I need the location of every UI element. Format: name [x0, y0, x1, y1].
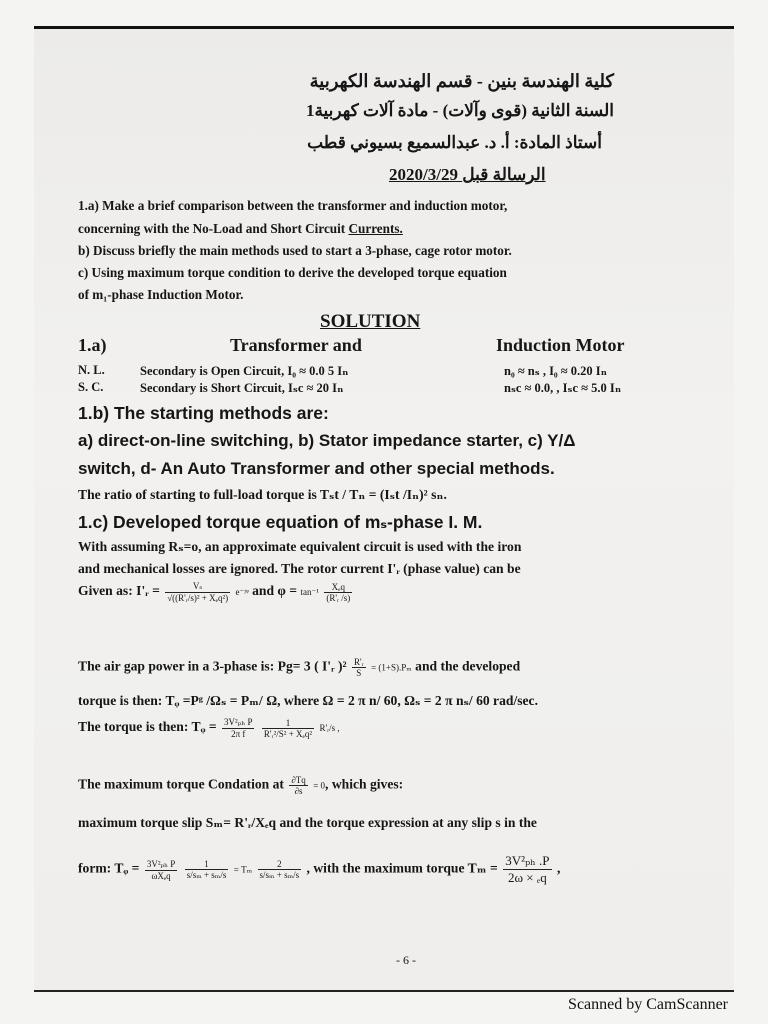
- torque-f1-denominator: 2π f: [231, 729, 246, 739]
- question-1c-line1: c) Using maximum torque condition to derive the developed torque equation: [78, 265, 507, 280]
- max-torque-slip-line: maximum torque slip Sₘ= R'ᵣ/Xₑq and the torque expression at any slip s in the: [78, 815, 537, 830]
- row-transformer-sc: Secondary is Short Circuit, Iₛc ≈ 20 Iₙ: [140, 381, 344, 395]
- form-fraction-1: [145, 859, 177, 881]
- rotor-current-equation: [78, 581, 354, 603]
- max-cond-numerator: ∂Tq: [291, 775, 306, 785]
- tm-fraction: [503, 853, 551, 886]
- part-b-ratio: The ratio of starting to full-load torque is Tₛt / Tₙ = (Iₛt /Iₙ)² sₙ.: [78, 487, 447, 502]
- part-b-heading: 1.b) The starting methods are:: [78, 403, 329, 423]
- torque-fraction-1: [222, 717, 254, 739]
- header-year-course: السنة الثانية (قوى وآلات) - مادة آلات كهربية1: [305, 101, 614, 120]
- scanner-footer: Scanned by CamScanner: [568, 996, 728, 1013]
- rotor-current-numerator: Vₛ: [165, 581, 230, 593]
- phi-label: and φ =: [252, 583, 298, 599]
- comparison-transformer-header: Transformer and: [230, 335, 362, 355]
- airgap-fraction: [352, 657, 366, 678]
- phi-tan: tan⁻¹: [300, 587, 319, 598]
- header-instructor: أستاذ المادة: أ. د. عبدالسميع بسيوني قطب: [307, 133, 602, 152]
- torque-f1-numerator: 3V²ₚₕ P: [224, 717, 253, 727]
- header-date-line: [389, 165, 546, 185]
- rotor-current-exponent: e⁻ʲᵠ: [235, 587, 249, 598]
- document-page: [34, 26, 734, 992]
- question-1b: b) Discuss briefly the main methods used to start a 3-phase, cage rotor motor.: [78, 243, 512, 258]
- max-torque-condition-line: [78, 775, 403, 796]
- part-c-para-line1: With assuming Rₛ=o, an approximate equivalent circuit is used with the iron: [78, 539, 522, 554]
- airgap-power-line: [78, 657, 520, 678]
- airgap-mid: = (1+S).Pₘ: [371, 662, 412, 673]
- max-cond-suffix: , which gives:: [325, 776, 404, 792]
- torque-definition-line: torque is then: Tᵩ =Pᵍ /Ωₛ = Pₘ/ Ω, where Ω = 2 π n/ 60, Ωₛ = 2 π nₛ/ 60 rad/sec.: [78, 693, 538, 708]
- form-f1-numerator: 3V²ₚₕ P: [146, 858, 176, 869]
- form-f1-denominator: ωXₑq: [151, 870, 171, 881]
- question-1a-text: concerning with the No-Load and Short Circuit: [78, 221, 349, 236]
- form-f2-denominator: s/sₘ + sₘ/s: [186, 869, 227, 880]
- torque-tail: R'ᵣ/s ,: [319, 723, 340, 734]
- comparison-label: 1.a): [78, 335, 107, 355]
- solution-title: SOLUTION: [320, 311, 421, 332]
- airgap-prefix: The air gap power in a 3-phase is: Pg= 3 ( I'ᵣ )²: [78, 658, 347, 674]
- form-f3-denominator: s/sₘ + sₘ/s: [259, 869, 300, 880]
- torque-f2-numerator: 1: [262, 718, 314, 729]
- rotor-current-fraction: [165, 581, 230, 603]
- phi-numerator: Xₑq: [324, 582, 352, 593]
- torque-prefix: The torque is then: Tᵩ =: [78, 719, 217, 735]
- header-date-label: الرسالة قبل: [462, 165, 546, 184]
- row-label-nl: N. L.: [78, 363, 105, 377]
- rotor-current-label: Given as: I'ᵣ =: [78, 583, 160, 599]
- question-1a-line1: 1.a) Make a brief comparison between the transformer and induction motor,: [78, 198, 508, 213]
- row-transformer-nl: Secondary is Open Circuit, I₀ ≈ 0.0 5 Iₙ: [140, 364, 349, 378]
- part-b-line2: switch, d- An Auto Transformer and other special methods.: [78, 459, 555, 478]
- rotor-current-denominator: √((R'ᵣ/s)² + Xₑq²): [167, 593, 229, 603]
- part-c-heading: 1.c) Developed torque equation of mₛ-phase I. M.: [78, 512, 483, 532]
- form-suffix: , with the maximum torque Tₘ =: [306, 860, 498, 876]
- form-fraction-2: [185, 859, 229, 881]
- max-cond-fraction: [289, 775, 307, 796]
- header-date: 2020/3/29: [389, 165, 458, 184]
- phi-fraction: [324, 582, 352, 603]
- max-cond-mid: = 0: [313, 780, 326, 791]
- comparison-motor-header: Induction Motor: [496, 335, 625, 355]
- tm-end: ,: [556, 860, 561, 876]
- max-cond-denominator: ∂s: [294, 786, 303, 796]
- question-1c-line2: of m₁-phase Induction Motor.: [78, 287, 244, 302]
- question-1a-link: Currents.: [348, 221, 403, 236]
- form-fraction-3: [258, 859, 302, 881]
- row-motor-nl: n₀ ≈ nₛ , I₀ ≈ 0.20 Iₙ: [504, 364, 608, 378]
- row-motor-sc: nₛc ≈ 0.0, , Iₛc ≈ 5.0 Iₙ: [504, 381, 622, 395]
- airgap-denominator: S: [356, 668, 362, 678]
- part-c-para-line2: and mechanical losses are ignored. The rotor current I'ᵣ (phase value) can be: [78, 561, 521, 576]
- form-f2-numerator: 1: [185, 859, 229, 870]
- tm-numerator: 3V²ₚₕ .P: [505, 853, 550, 868]
- airgap-numerator: R'ᵣ: [353, 657, 364, 667]
- row-label-sc: S. C.: [78, 380, 104, 394]
- torque-form-line: [78, 853, 560, 886]
- max-cond-prefix: The maximum torque Condation at: [78, 776, 284, 792]
- tm-denominator: 2ω × ₑq: [507, 870, 547, 885]
- form-f3-numerator: 2: [258, 859, 302, 870]
- torque-fraction-2: [262, 718, 314, 739]
- phi-denominator: (R'ᵣ /s): [326, 592, 351, 603]
- airgap-suffix: and the developed: [415, 658, 521, 674]
- torque-equation-line: [78, 717, 340, 739]
- question-1a-line2: [78, 221, 403, 237]
- torque-f2-denominator: R'ᵣ²/S² + Xₑq²: [263, 728, 313, 739]
- part-b-line1: a) direct-on-line switching, b) Stator impedance starter, c) Y/Δ: [78, 431, 576, 450]
- header-college: كلية الهندسة بنين - قسم الهندسة الكهربية: [309, 71, 614, 91]
- form-eq: = Tₘ: [233, 864, 253, 875]
- form-prefix: form: Tᵩ =: [78, 860, 140, 876]
- page-number: - 6 -: [396, 953, 416, 967]
